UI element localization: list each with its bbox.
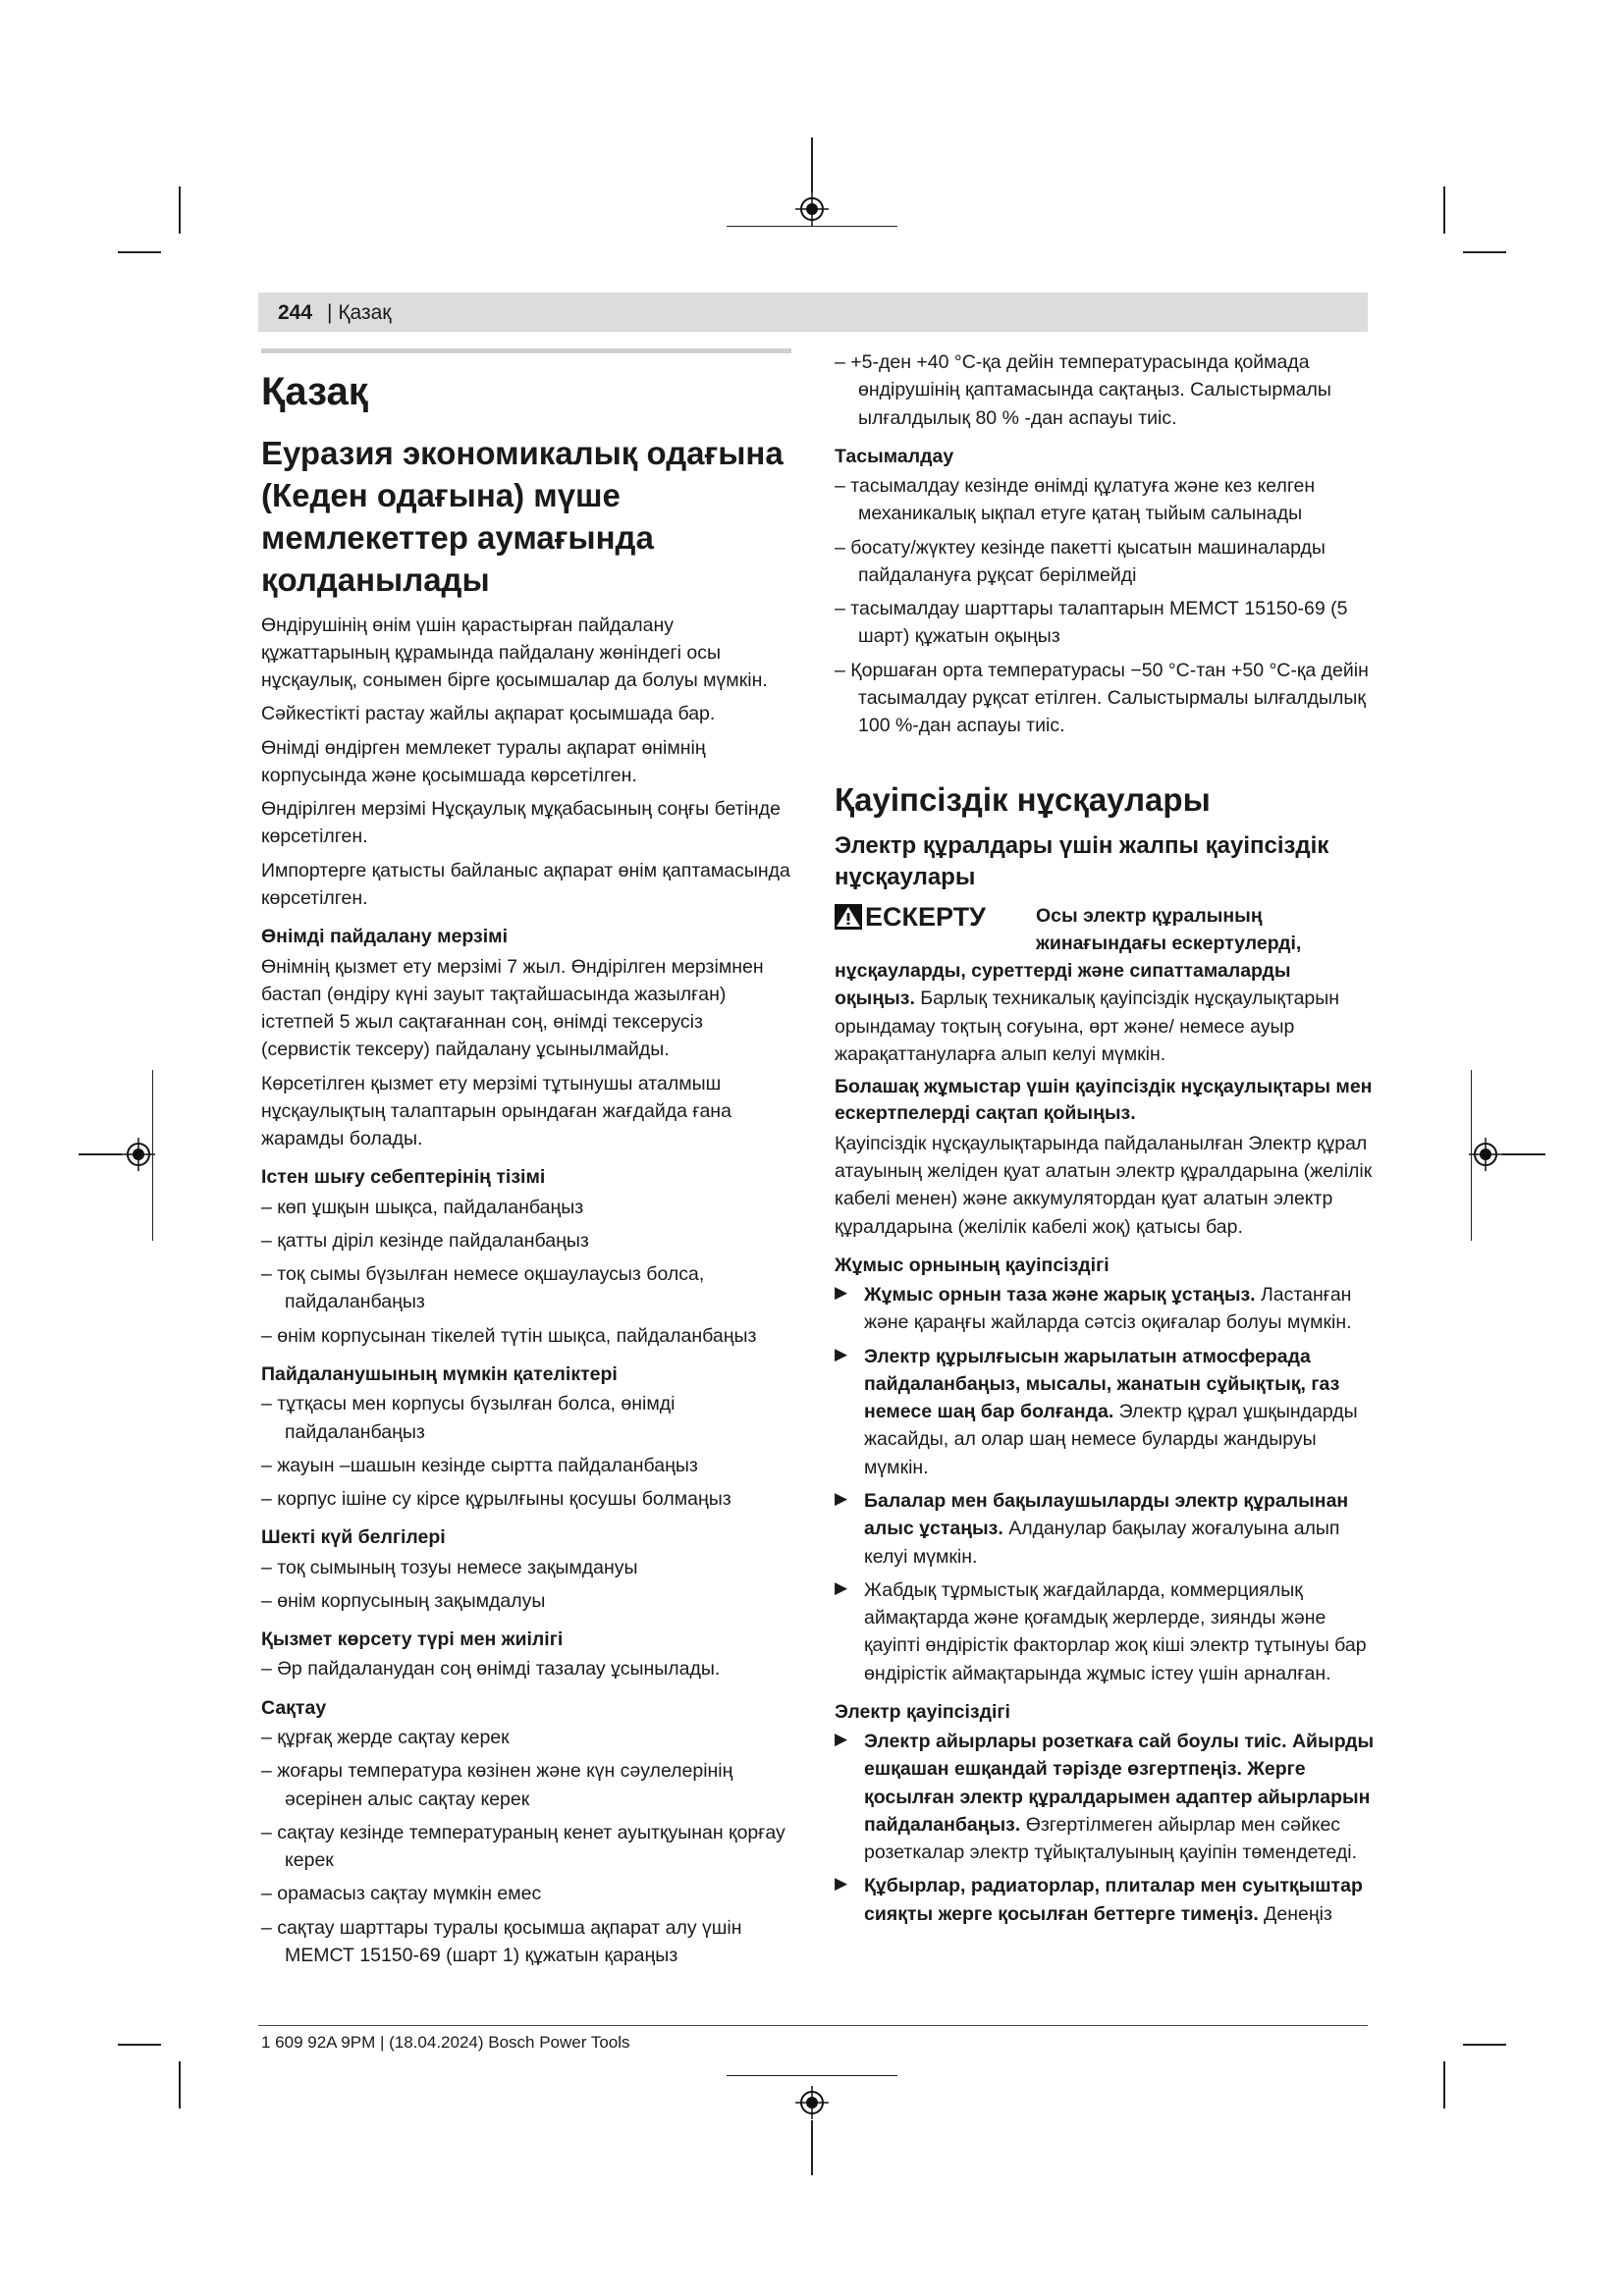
crop-mark [118, 251, 161, 253]
list-item: – өнім корпусынан тікелей түтін шықса, пайдаланбаңыз [261, 1324, 757, 1347]
list-item: – жоғары температура көзінен және күн сәулелерінің әсерінен алыс сақтау керек [261, 1760, 733, 1810]
list-item: ▶ Электр құрылғысын жарылатын атмосферада пайдаланбаңыз, мысалы, жанатын сұйықтық, газ немесе шаң бар болғанда. Электр құрал ұшқындарды жасайды, ал олар шаң немесе буларды жандыруы мүмкін. [835, 1344, 1358, 1478]
limit-state-list [261, 1554, 791, 1616]
safety-title: Қауіпсіздік нұсқаулары [835, 781, 1211, 819]
header-language: | Қазақ [327, 301, 392, 324]
subheading: Пайдаланушының мүмкін қателіктері [261, 1363, 618, 1385]
warning-block [835, 902, 1375, 958]
crop-mark [179, 187, 181, 234]
crop-mark [1471, 1070, 1472, 1241]
crop-mark [1502, 1153, 1545, 1155]
footer-rule [258, 2025, 1368, 2026]
subheading: Тасымалдау [835, 445, 954, 467]
list-item: ▶ Құбырлар, радиаторлар, плиталар мен суытқыштар сияқты жерге қосылған беттерге тимеңіз. Денеңіз [835, 1874, 1363, 1925]
list-item: ▶ Жабдық тұрмыстық жағдайларда, коммерциялық аймақтарда және қоғамдық жерлерде, зиянды және қауіпті өндірістік факторлар жоқ кіші электр тұтынуы бар өндірістік аймақтарында жұмыс істеу үшін арналған. [835, 1577, 1367, 1684]
crop-mark [1463, 2044, 1506, 2046]
paragraph: Өнімнің қызмет ету мерзімі 7 жыл. Өндірілген мерзімнен бастап (өндіру күні зауыт тақтайшасында жазылған) істетпей 5 жыл сақтағаннан соң, өнімді тексерусіз (сервистік тексеру) пайдалану ұсынылмайды. [261, 955, 764, 1061]
list-item: – көп ұшқын шықса, пайдаланбаңыз [261, 1196, 584, 1218]
crop-mark [727, 2075, 897, 2076]
list-item: – сақтау кезінде температураның кенет ауытқуынан қорғау керек [261, 1821, 785, 1872]
subheading: Өнімді пайдалану мерзімі [261, 926, 508, 948]
failure-list [261, 1194, 791, 1350]
list-item: – тасымалдау шарттары талаптарын МЕМСТ 15150-69 (5 шарт) құжатын оқыңыз [835, 598, 1348, 648]
page-number: 244 [278, 301, 313, 324]
subheading: Жұмыс орнының қауіпсіздігі [835, 1254, 1110, 1276]
subheading: Болашақ жұмыстар үшін қауіпсіздік нұсқаулықтары мен ескертпелерді сақтап қойыңыз. [835, 1076, 1373, 1125]
warning-triangle-icon [835, 904, 862, 930]
storage-list [261, 1724, 791, 1969]
paragraph: Өндірілген мерзімі Нұсқаулық мұқабасының соңғы бетінде көрсетілген. [261, 798, 781, 848]
list-item: – сақтау шарттары туралы қосымша ақпарат алу үшін МЕМСТ 15150-69 (шарт 1) құжатын қараңыз [261, 1916, 742, 1966]
list-item: ▶ Жұмыс орнын таза және жарық ұстаңыз. Ластанған және қараңғы жайларда сәтсіз оқиғалар болуы мүмкін. [835, 1283, 1352, 1334]
list-item: – құрғақ жерде сақтау керек [261, 1727, 510, 1749]
crop-mark [152, 1070, 153, 1241]
section-subtitle: Еуразия экономикалық одағына (Кеден одағына) мүше мемлекеттер аумағында қолданылады [261, 435, 784, 598]
crop-mark [811, 137, 813, 192]
warning-paragraph: нұсқауларды, суреттерді және сипаттамаларды оқыңыз. Барлық техникалық қауіпсіздік нұсқаулықтарын орындамау тоқтың соғуына, өрт және/ немесе ауыр жарақаттануларға алып келуі мүмкін. [835, 960, 1340, 1065]
page-footer: 1 609 92A 9PM | (18.04.2024) Bosch Power Tools [261, 2033, 630, 2052]
left-column [261, 348, 791, 1975]
crop-mark [179, 2061, 181, 2109]
bullet-triangle-icon: ▶ [835, 1577, 848, 1597]
subheading: Істен шығу себептерінің тізімі [261, 1166, 546, 1189]
registration-mark-icon [795, 192, 829, 226]
subheading: Шекті күй белгілері [261, 1526, 446, 1549]
paragraph: Өндірушінің өнім үшін қарастырған пайдалану құжаттарының құрамында пайдалану жөніндегі осы нұсқаулық, сонымен бірге қосымшалар да болуы мүмкін. [261, 614, 768, 692]
paragraph: Қауіпсіздік нұсқаулықтарында пайдаланылған Электр құрал атауының желіден қуат алатын электр құралдарына (желілік кабелі менен) және аккумулятордан қуат алатын электр құралдарына (желілік кабелі жоқ) қатысы бар. [835, 1132, 1373, 1238]
subheading: Қызмет көрсету түрі мен жиілігі [261, 1629, 564, 1651]
registration-mark-icon [795, 2086, 829, 2119]
paragraph: Көрсетілген қызмет ету мерзімі тұтынушы аталмыш нұсқаулықтың талаптарын орындаған жағдайда ғана жарамды болады. [261, 1072, 731, 1150]
list-item: ▶ Балалар мен бақылаушыларды электр құралынан алыс ұстаңыз. Алданулар бақылау жоғалуына алып келуі мүмкін. [835, 1488, 1349, 1568]
paragraph: Импортерге қатысты байланыс ақпарат өнім қаптамасында көрсетілген. [261, 859, 790, 909]
list-item: – босату/жүктеу кезінде пакетті қысатын машиналарды пайдалануға рұқсат берілмейді [835, 536, 1326, 586]
crop-mark [79, 1153, 122, 1155]
crop-mark [811, 2120, 813, 2175]
list-item: – өнім корпусының зақымдалуы [261, 1589, 546, 1612]
registration-mark-icon [122, 1138, 155, 1171]
paragraph: Сәйкестікті растау жайлы ақпарат қосымшада бар. [261, 703, 716, 725]
crop-mark [1443, 2061, 1445, 2109]
list-item: – Қоршаған орта температурасы −50 °C-тан +50 °C-қа дейін тасымалдау рұқсат етілген. Салыстырмалы ылғалдылық 100 %-дан аспауы тиіс. [835, 659, 1369, 737]
warning-label: ЕСКЕРТУ [835, 902, 1036, 933]
list-item: – корпус ішіне су кірсе құрылғыны қосушы болмаңыз [261, 1488, 731, 1511]
bullet-triangle-icon: ▶ [835, 1730, 848, 1749]
list-item: – +5-ден +40 °C-қа дейін температурасында қоймада өндірушінің қаптамасында сақтаңыз. Салыстырмалы ылғалдылық 80 % -дан аспауы тиіс. [835, 351, 1331, 429]
list-item: – қатты діріл кезінде пайдаланбаңыз [261, 1229, 589, 1252]
subheading: Сақтау [261, 1696, 327, 1719]
page-header [258, 293, 1368, 332]
service-list [261, 1655, 791, 1682]
bullet-triangle-icon: ▶ [835, 1874, 848, 1894]
crop-mark [727, 226, 897, 227]
right-column [835, 348, 1375, 1934]
bullet-triangle-icon: ▶ [835, 1344, 848, 1363]
list-item: – тасымалдау кезінде өнімді құлатуға және кез келген механикалық ықпал етуге қатаң тыйым салынады [835, 475, 1316, 525]
registration-mark-icon [1469, 1138, 1502, 1171]
bullet-triangle-icon: ▶ [835, 1488, 848, 1508]
storage-list-continued [835, 348, 1375, 432]
list-item: – орамасыз сақтау мүмкін емес [261, 1883, 542, 1905]
crop-mark [118, 2044, 161, 2046]
list-item: – тоқ сымы бүзылған немесе оқшаулаусыз болса, пайдаланбаңыз [261, 1263, 705, 1313]
bullet-triangle-icon: ▶ [835, 1283, 848, 1303]
transport-list [835, 472, 1375, 739]
electric-safety-list [835, 1728, 1375, 1928]
list-item: – тұтқасы мен корпусы бүзылған болса, өнімді пайдаланбаңыз [261, 1393, 676, 1443]
list-item: ▶ Электр айырлары розеткаға сай боулы тиіс. Айырды ешқашан ешқандай тәрізде өзгертпеңіз. Жерге қосылған электр құралдарымен адаптер айырларын пайдаланбаңыз. Өзгертілмеген айырлар мен сәйкес розеткалар электр тұйықталуының қауіпін төмендетеді. [835, 1730, 1375, 1864]
user-errors-list [261, 1390, 791, 1513]
warning-lead: Осы электр құралының жинағындағы ескертулерді, [1036, 904, 1302, 954]
list-item: – тоқ сымының тозуы немесе зақымдануы [261, 1556, 638, 1578]
safety-general-heading: Электр құралдары үшін жалпы қауіпсіздік нұсқаулары [835, 831, 1329, 891]
section-title: Қазақ [261, 370, 368, 413]
list-item: – Әр пайдаланудан соң өнімді тазалау ұсынылады. [261, 1658, 721, 1681]
crop-mark [1443, 187, 1445, 234]
subheading: Электр қауіпсіздігі [835, 1700, 1010, 1723]
paragraph: Өнімді өндірген мемлекет туралы ақпарат өнімнің корпусында және қосымшада көрсетілген. [261, 736, 706, 786]
crop-mark [1463, 251, 1506, 253]
list-item: – жауын –шашын кезінде сыртта пайдаланбаңыз [261, 1454, 698, 1476]
workplace-safety-list [835, 1281, 1375, 1687]
